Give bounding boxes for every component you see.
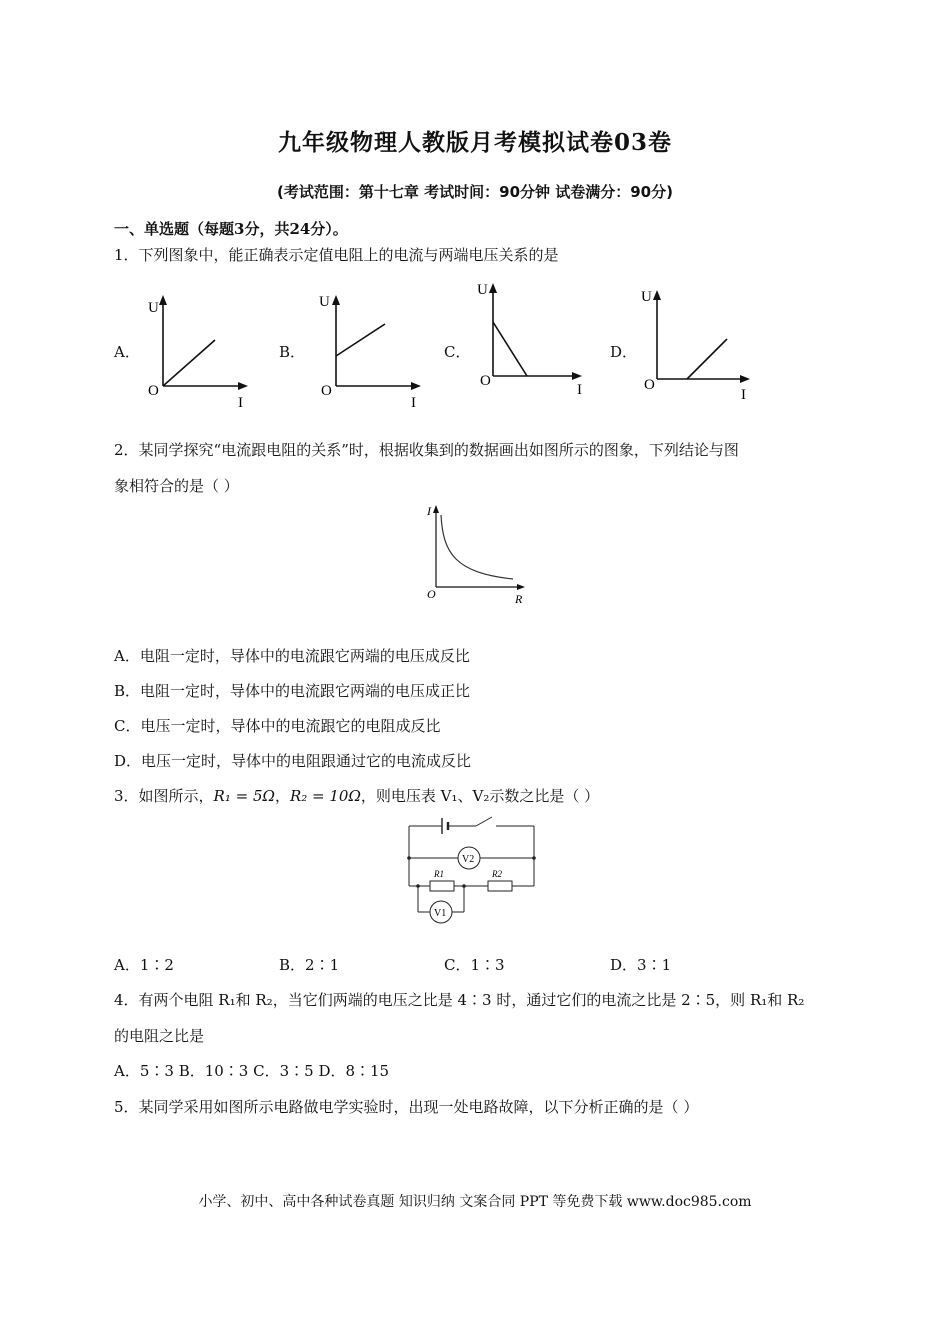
q3-option-d: D．3∶1 [610, 956, 672, 974]
x-axis-label: I [741, 387, 746, 403]
resistor-r1-label: R1 [434, 869, 444, 879]
x-axis-arrow-icon [238, 382, 248, 390]
origin-label: O [321, 383, 332, 399]
resistor-r1 [430, 881, 454, 891]
q2-option-c: C．电压一定时，导体中的电流跟它的电阻成反比 [114, 717, 441, 735]
origin-label: O [644, 377, 655, 393]
resistor-r2-label: R2 [492, 869, 502, 879]
graph-line [687, 339, 727, 379]
q1-option-a: A． [114, 343, 140, 361]
y-axis-arrow-icon [159, 295, 167, 305]
origin-label: O [148, 383, 159, 399]
q1-option-d: D． [610, 343, 638, 361]
x-axis-label: R [515, 592, 523, 606]
q4-options: A．5∶3 B．10∶3 C．3∶5 D．8∶15 [114, 1062, 390, 1080]
y-axis-label: U [477, 282, 488, 298]
graph-line [336, 324, 385, 356]
resistor-r2 [488, 881, 512, 891]
x-axis-label: I [238, 395, 243, 411]
q3-stem-suffix: ，则电压表 V₁、V₂示数之比是（ ） [360, 787, 600, 805]
q3-circuit-diagram [404, 814, 539, 924]
junction-dot [416, 884, 420, 888]
q1-graph-d [640, 285, 755, 403]
q1-graph-b [318, 292, 433, 410]
x-axis-arrow-icon [572, 372, 582, 380]
q2-option-d: D．电压一定时，导体中的电阻跟通过它的电流成反比 [114, 752, 472, 770]
q3-option-a: A．1∶2 [114, 956, 174, 974]
switch-blade [476, 817, 492, 826]
page-title: 九年级物理人教版月考模拟试卷03卷 [277, 129, 672, 156]
q3-r1-value: R₁ = 5Ω [213, 787, 275, 805]
y-axis-label: U [641, 289, 652, 305]
junction-dot [462, 884, 466, 888]
y-axis-arrow-icon [433, 505, 439, 513]
y-axis-arrow-icon [489, 283, 497, 293]
x-axis-arrow-icon [411, 382, 421, 390]
y-axis-label: U [319, 294, 330, 310]
q3-r2-value: R₂ = 10Ω [289, 787, 361, 805]
question-1-stem: 1．下列图象中，能正确表示定值电阻上的电流与两端电压关系的是 [114, 246, 559, 264]
question-5-stem: 5．某同学采用如图所示电路做电学实验时，出现一处电路故障，以下分析正确的是（ ） [114, 1098, 699, 1116]
junction-dot [532, 856, 536, 860]
q1-graph-c [477, 278, 592, 396]
section-heading: 一、单选题（每题3分，共24分）。 [114, 220, 348, 238]
y-axis-arrow-icon [653, 290, 661, 300]
q3-option-b: B．2∶1 [279, 956, 340, 974]
inverse-curve [441, 515, 513, 579]
q2-option-b: B．电阻一定时，导体中的电流跟它两端的电压成正比 [114, 682, 471, 700]
question-3-stem: 3．如图所示，R₁ = 5Ω，R₂ = 10Ω，则电压表 V₁、V₂示数之比是（ ） [114, 787, 600, 805]
x-axis-arrow-icon [517, 584, 525, 590]
q2-option-a: A．电阻一定时，导体中的电流跟它两端的电压成反比 [114, 647, 470, 665]
q3-stem-prefix: 3．如图所示， [114, 787, 214, 805]
question-4-stem-line-2: 的电阻之比是 [114, 1027, 205, 1045]
y-axis-arrow-icon [332, 295, 340, 305]
x-axis-label: I [577, 382, 582, 398]
y-axis-label: I [427, 504, 431, 518]
question-4-stem-line-1: 4．有两个电阻 R₁和 R₂，当它们两端的电压之比是 4∶3 时，通过它们的电流之比是 2∶5，则 R₁和 R₂ [114, 991, 805, 1009]
junction-dot [407, 856, 411, 860]
x-axis-arrow-icon [740, 375, 750, 383]
q2-graph [425, 503, 535, 608]
graph-line [163, 340, 215, 386]
page-footer: 小学、初中、高中各种试卷真题 知识归纳 文案合同 PPT 等免费下载 www.doc985.com [198, 1194, 752, 1210]
question-2-stem-line-1: 2．某同学探究“电流跟电阻的关系”时，根据收集到的数据画出如图所示的图象，下列结论与图 [114, 441, 739, 459]
origin-label: O [480, 373, 491, 389]
question-2-stem-line-2: 象相符合的是（ ） [114, 477, 239, 495]
origin-label: O [427, 587, 436, 601]
q1-option-b: B． [279, 343, 306, 361]
graph-line [493, 322, 527, 376]
voltmeter-v2-label: V2 [462, 854, 475, 865]
y-axis-label: U [148, 300, 159, 316]
exam-info: (考试范围：第十七章 考试时间：90分钟 试卷满分：90分) [277, 183, 673, 201]
q1-option-c: C． [444, 343, 471, 361]
q3-option-c: C．1∶3 [444, 956, 505, 974]
q1-graph-a [145, 292, 260, 410]
x-axis-label: I [411, 395, 416, 411]
voltmeter-v1-label: V1 [434, 908, 447, 919]
